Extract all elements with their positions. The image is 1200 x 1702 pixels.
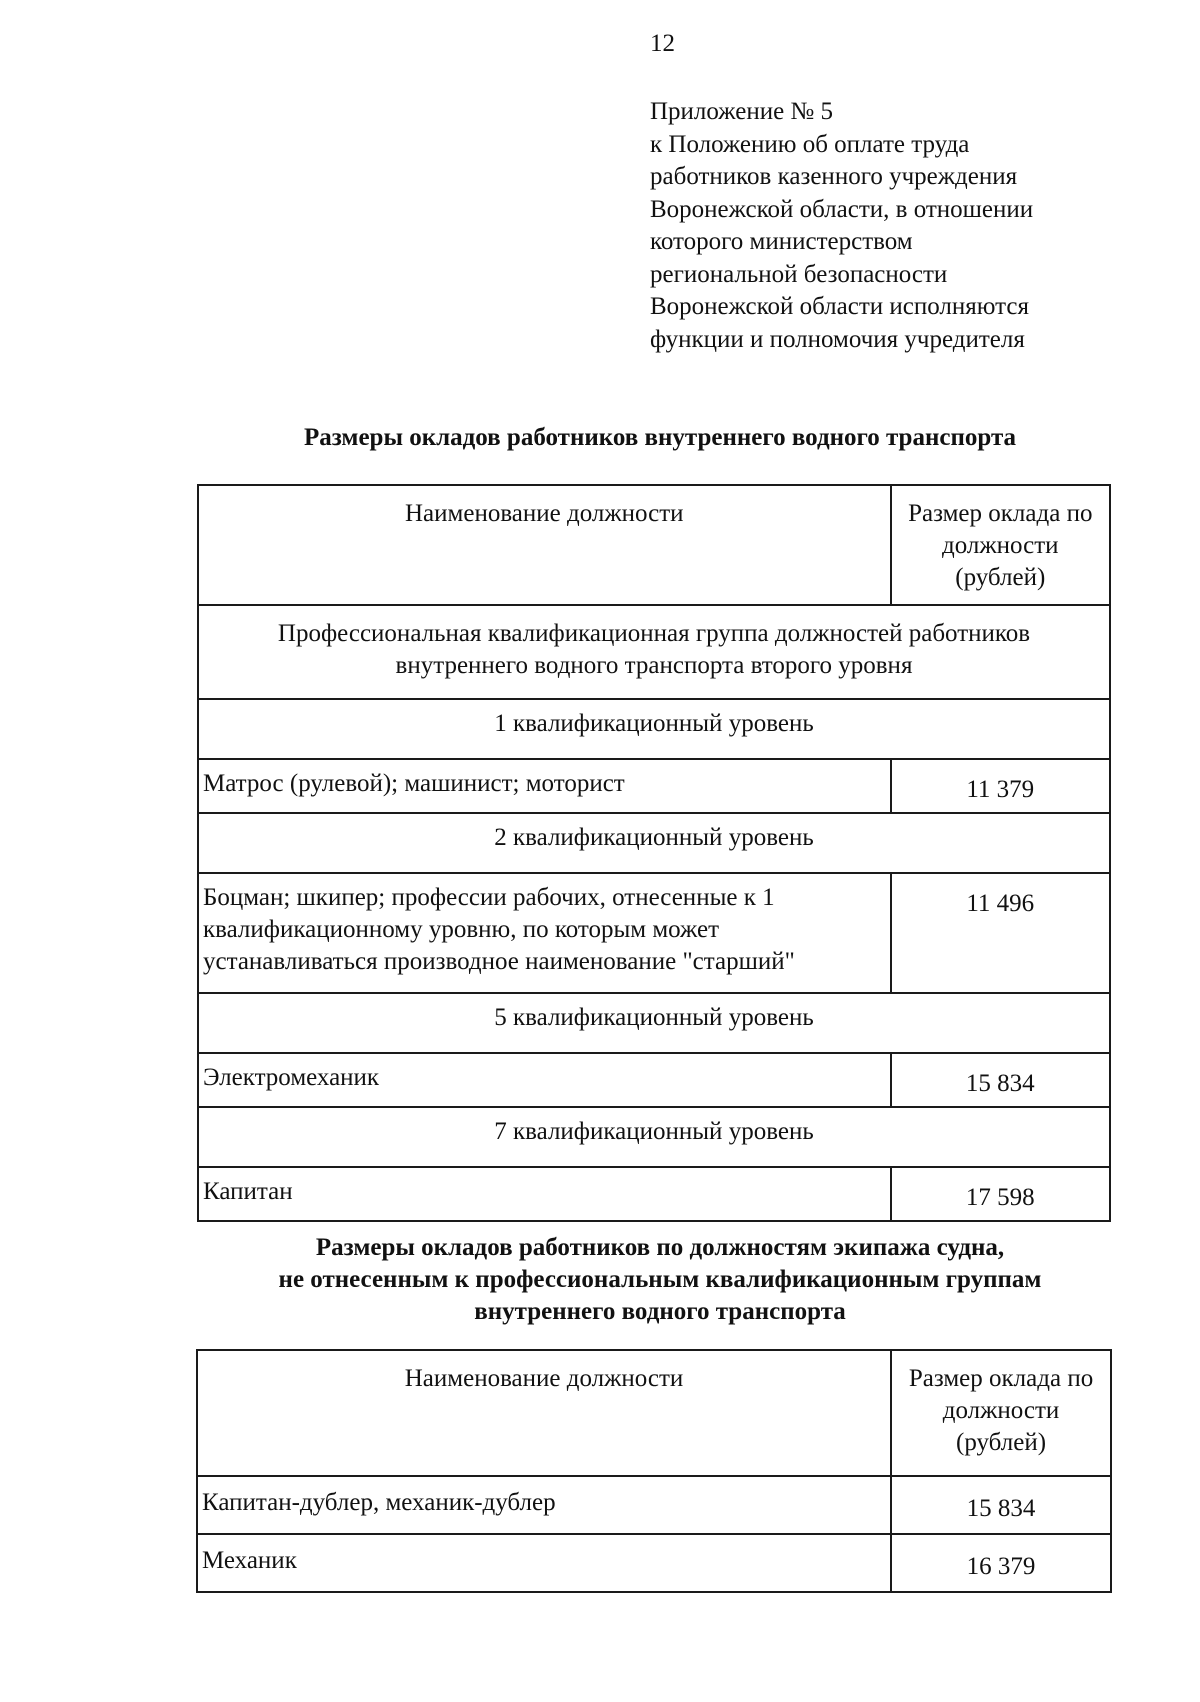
position-name	[198, 873, 891, 993]
appendix-line: Приложение № 5	[650, 98, 834, 125]
header-salary	[891, 485, 1110, 605]
salary-table-2	[196, 1349, 1112, 1593]
appendix-line: функции и полномочия учредителя	[650, 325, 1025, 353]
section1-title	[180, 422, 1140, 454]
header-salary-line: должности	[942, 532, 1059, 559]
section2-title-line: не отнесенным к профессиональным квалификационным группам	[278, 1266, 1042, 1293]
section2-title	[180, 1232, 1140, 1328]
level-label: 2 квалификационный уровень	[198, 813, 1110, 873]
position-name-line: устанавливаться производное наименование "старший"	[203, 948, 795, 975]
level-row	[198, 993, 1110, 1053]
table-row	[197, 1476, 1111, 1534]
header-salary-line: Размер оклада по	[908, 1365, 1094, 1392]
table-row	[197, 1534, 1111, 1592]
position-name: Матрос (рулевой); машинист; моторист	[198, 759, 891, 813]
table-row	[198, 759, 1110, 813]
qualification-group	[198, 605, 1110, 699]
position-name: Механик	[197, 1534, 891, 1592]
appendix-line: работников казенного учреждения	[650, 163, 1018, 190]
appendix-line: которого министерством	[650, 228, 913, 255]
appendix-line: Воронежской области, в отношении	[650, 195, 1034, 223]
header-position-name: Наименование должности	[197, 1350, 891, 1476]
level-label: 7 квалификационный уровень	[198, 1107, 1110, 1167]
salary-value: 15 834	[891, 1476, 1111, 1534]
header-position-name: Наименование должности	[198, 485, 891, 605]
appendix-line: Воронежской области исполняются	[650, 293, 1029, 320]
header-salary	[891, 1350, 1111, 1476]
group-line: Профессиональная квалификационная группа должностей работников	[277, 620, 1031, 647]
table-row	[198, 1053, 1110, 1107]
page-number: 12	[650, 30, 675, 57]
position-name-line: Боцман; шкипер; профессии рабочих, отнесенные к 1	[203, 884, 775, 911]
position-name-line: квалификационному уровню, по которым может	[203, 916, 720, 943]
header-salary-line: должности	[942, 1397, 1060, 1424]
table-row	[198, 873, 1110, 993]
salary-value: 11 496	[891, 873, 1110, 993]
header-salary-line: (рублей)	[956, 1429, 1047, 1456]
group-line: внутреннего водного транспорта второго уровня	[395, 652, 913, 679]
level-row	[198, 699, 1110, 759]
level-row	[198, 1107, 1110, 1167]
salary-table-1	[197, 484, 1111, 1222]
appendix-line: региональной безопасности	[650, 260, 948, 288]
salary-value: 15 834	[891, 1053, 1110, 1107]
table-row	[198, 1167, 1110, 1221]
salary-value: 11 379	[891, 759, 1110, 813]
table-header-row	[197, 1350, 1111, 1476]
header-salary-line: (рублей)	[955, 564, 1046, 591]
level-label: 5 квалификационный уровень	[198, 993, 1110, 1053]
appendix-note	[650, 96, 1150, 356]
position-name: Капитан-дублер, механик-дублер	[197, 1476, 891, 1534]
salary-value: 16 379	[891, 1534, 1111, 1592]
position-name: Капитан	[198, 1167, 891, 1221]
level-row	[198, 813, 1110, 873]
section2-title-line: внутреннего водного транспорта	[474, 1298, 846, 1325]
qualification-group-row	[198, 605, 1110, 699]
section2-title-line: Размеры окладов работников по должностям экипажа судна,	[315, 1234, 1005, 1261]
position-name: Электромеханик	[198, 1053, 891, 1107]
table-header-row	[198, 485, 1110, 605]
header-salary-line: Размер оклада по	[908, 500, 1093, 527]
salary-value: 17 598	[891, 1167, 1110, 1221]
appendix-line: к Положению об оплате труда	[650, 130, 970, 158]
section1-title-line: Размеры окладов работников внутреннего водного транспорта	[303, 424, 1017, 451]
level-label: 1 квалификационный уровень	[198, 699, 1110, 759]
